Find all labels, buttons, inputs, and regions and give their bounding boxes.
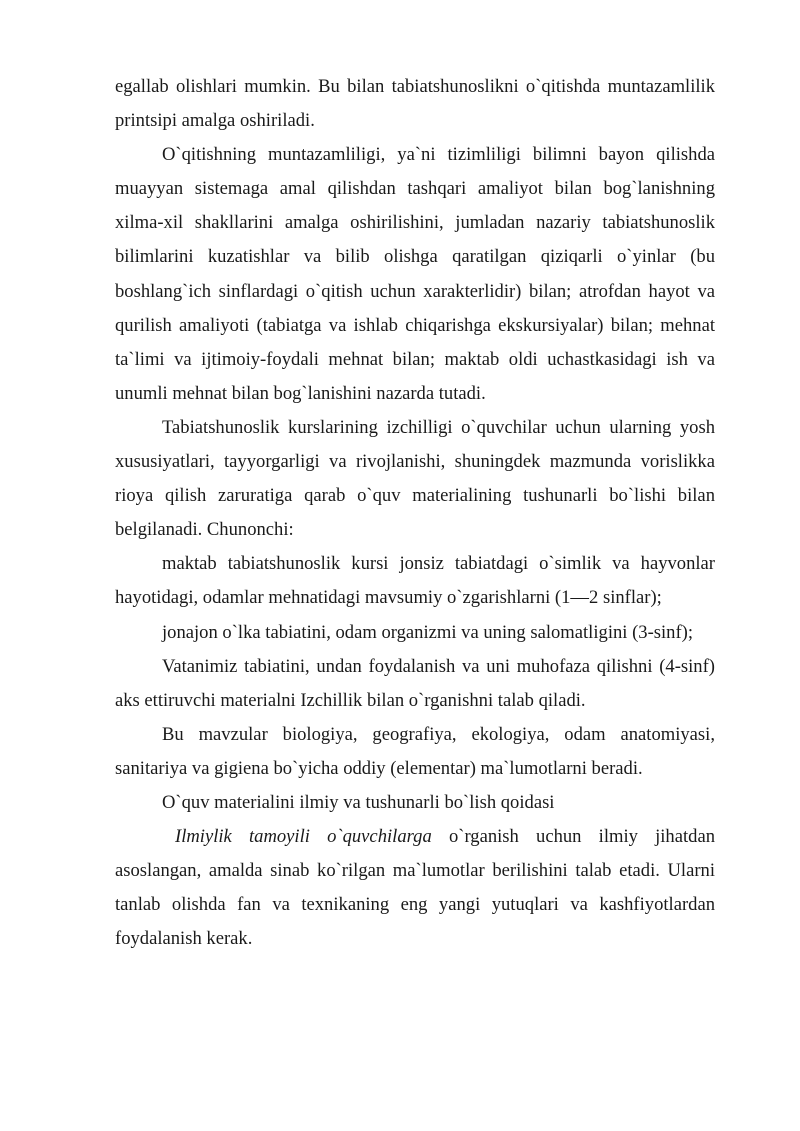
list-item-grades-1-2: maktab tabiatshunoslik kursi jonsiz tabiatdagi o`simlik va hayvonlar hayotidagi, odamlar mehnatidagi mavsumiy o`zgarishlarni (1—2 sinflar); [115,553,715,609]
section-heading: O`quv materialini ilmiy va tushunarli bo`lish qoidasi [162,791,555,813]
paragraph-topics: Bu mavzular biologiya, geografiya, ekologiya, odam anatomiyasi, sanitariya va gigiena bo`yicha oddiy (elementar) ma`lumotlarni beradi. [115,723,715,779]
paragraph-consistency: Tabiatshunoslik kurslarining izchilligi o`quvchilar uchun ularning yosh xususiyatlari, tayyorgarligi va rivojlanishi, shuningdek mazmunda vorislikka rioya qilish zaruratiga qarab o`quv materialining tushunarli bo`lishi bilan belgilanadi. Chunonchi: [115,416,715,541]
document-page [115,70,715,956]
paragraph-continuation: egallab olishlari mumkin. Bu bilan tabiatshunoslikni o`qitishda muntazamlilik printsipi amalga oshiriladi. [115,76,715,132]
list-item-grade-4: Vatanimiz tabiatini, undan foydalanish va uni muhofaza qilishni (4-sinf) aks ettiruvchi materialni Izchillik bilan o`rganishni talab qiladi. [115,655,715,711]
italic-lead-phrase: Ilmiylik tamoyili o`quvchilarga [175,826,432,848]
paragraph-scientific-principle [115,820,715,956]
list-item-grade-3: jonajon o`lka tabiatini, odam organizmi va uning salomatligini (3-sinf); [162,621,694,643]
paragraph-body: o`rganish uchun ilmiy jihatdan asoslangan, amalda sinab ko`rilgan ma`lumotlar berilishini talab etadi. Ularni tanlab olishda fan va texnikaning eng yangi yutuqlari va kashfiyotlardan foydalanish kerak. [115,826,715,950]
paragraph-systematicity: O`qitishning muntazamliligi, ya`ni tizimliligi bilimni bayon qilishda muayyan sistemaga amal qilishdan tashqari amaliyot bilan bog`lanishning xilma-xil shakllarini amalga oshirilishini, jumladan nazariy tabiatshunoslik bilimlarini kuzatishlar va bilib olishga qaratilgan qiziqarli o`yinlar (bu boshlang`ich sinflardagi o`qitish uchun xarakterlidir) bilan; atrofdan hayot va qurilish amaliyoti (tabiatga va ishlab chiqarishga ekskursiyalar) bilan; mehnat ta`limi va ijtimoiy-foydali mehnat bilan; maktab oldi uchastkasidagi ish va unumli mehnat bilan bog`lanishini nazarda tutadi. [115,144,715,404]
